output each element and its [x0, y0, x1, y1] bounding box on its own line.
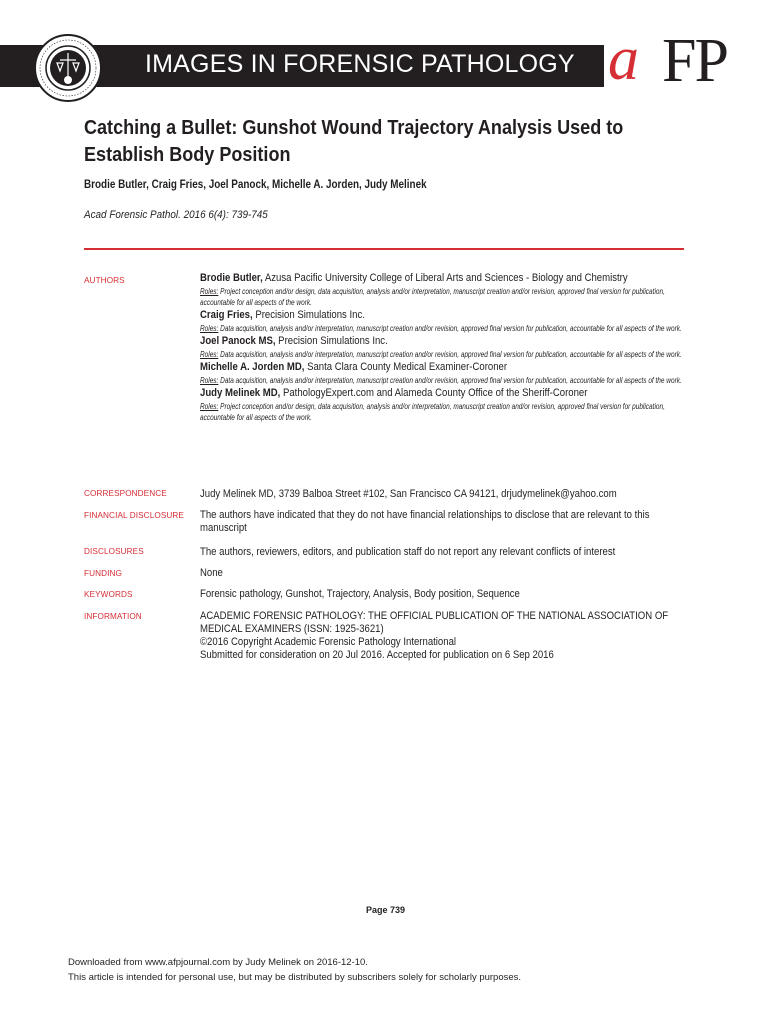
- logo-fp-letters: FP: [662, 27, 727, 95]
- correspondence-label: CORRESPONDENCE: [84, 489, 167, 498]
- information-value: [200, 610, 692, 662]
- information-label: INFORMATION: [84, 612, 142, 621]
- author-name: Joel Panock MS,: [200, 335, 276, 347]
- section-divider: [84, 248, 684, 250]
- authors-label: AUTHORS: [84, 276, 125, 285]
- author-roles: [200, 323, 685, 334]
- roles-text: Project conception and/or design, data acquisition, analysis and/or interpretation, manuscript creation and/or revision, approved final version for publication, accountable for all aspects of the work.: [200, 287, 665, 307]
- article-title: Catching a Bullet: Gunshot Wound Trajectory Analysis Used to Establish Body Position: [84, 116, 624, 166]
- author-entry: [200, 387, 722, 423]
- information-copyright: ©2016 Copyright Academic Forensic Pathology International: [200, 636, 457, 648]
- disclosures-value: The authors, reviewers, editors, and publication staff do not report any relevant conflicts of interest: [200, 546, 616, 558]
- footer-usage-note: This article is intended for personal use, but may be distributed by subscribers solely for scholarly purposes.: [68, 972, 522, 983]
- author-entry: [200, 361, 722, 386]
- author-affiliation: Santa Clara County Medical Examiner-Coroner: [304, 361, 508, 373]
- article-citation: Acad Forensic Pathol. 2016 6(4): 739-745: [84, 209, 268, 221]
- author-affiliation: Precision Simulations Inc.: [275, 335, 388, 347]
- correspondence-value: Judy Melinek MD, 3739 Balboa Street #102, San Francisco CA 94121, drjudymelinek@yahoo.com: [200, 488, 617, 500]
- author-roles: [200, 349, 685, 360]
- author-roles: [200, 401, 685, 423]
- journal-section-title: IMAGES IN FORENSIC PATHOLOGY: [145, 50, 575, 78]
- author-name: Craig Fries,: [200, 309, 253, 321]
- author-affiliation: PathologyExpert.com and Alameda County Office of the Sheriff-Coroner: [280, 387, 588, 399]
- roles-label: Roles:: [200, 350, 219, 359]
- roles-text: Data acquisition, analysis and/or interpretation, manuscript creation and/or revision, approved final version for publication, accountable for all aspects of the work.: [218, 324, 682, 333]
- keywords-label: KEYWORDS: [84, 590, 133, 599]
- keywords-value: Forensic pathology, Gunshot, Trajectory, Analysis, Body position, Sequence: [200, 588, 520, 600]
- naome-seal-logo: [33, 33, 103, 103]
- author-affiliation: Precision Simulations Inc.: [252, 309, 365, 321]
- author-roles: [200, 375, 685, 386]
- roles-label: Roles:: [200, 287, 219, 296]
- author-entry: [200, 272, 722, 308]
- author-entry: [200, 309, 722, 334]
- author-roles: [200, 286, 685, 308]
- article-authors: Brodie Butler, Craig Fries, Joel Panock, Michelle A. Jorden, Judy Melinek: [84, 179, 427, 191]
- footer-download-note: Downloaded from www.afpjournal.com by Judy Melinek on 2016-12-10.: [68, 957, 368, 968]
- author-name: Michelle A. Jorden MD,: [200, 361, 305, 373]
- financial-disclosure-label: FINANCIAL DISCLOSURE: [84, 511, 184, 520]
- financial-disclosure-value: The authors have indicated that they do not have financial relationships to disclose that are relevant to this manuscript: [200, 509, 650, 534]
- roles-text: Project conception and/or design, data acquisition, analysis and/or interpretation, manuscript creation and/or revision, approved final version for publication, accountable for all aspects of the work.: [200, 402, 665, 422]
- funding-value: None: [200, 567, 223, 579]
- roles-label: Roles:: [200, 324, 219, 333]
- afp-logo: [604, 25, 768, 95]
- funding-label: FUNDING: [84, 569, 122, 578]
- roles-text: Data acquisition, analysis and/or interpretation, manuscript creation and/or revision, approved final version for publication, accountable for all aspects of the work.: [218, 350, 682, 359]
- page-number: Page 739: [366, 905, 406, 915]
- authors-details: [200, 272, 722, 424]
- information-publication: ACADEMIC FORENSIC PATHOLOGY: THE OFFICIAL PUBLICATION OF THE NATIONAL ASSOCIATION OF MEDICAL EXAMINERS (ISSN: 1925-3621): [200, 610, 669, 635]
- roles-text: Data acquisition, analysis and/or interpretation, manuscript creation and/or revision, approved final version for publication, accountable for all aspects of the work.: [218, 376, 682, 385]
- author-name: Brodie Butler,: [200, 272, 263, 284]
- author-entry: [200, 335, 722, 360]
- roles-label: Roles:: [200, 376, 219, 385]
- logo-a-letter: a: [608, 25, 639, 93]
- author-name: Judy Melinek MD,: [200, 387, 281, 399]
- roles-label: Roles:: [200, 402, 219, 411]
- disclosures-label: DISCLOSURES: [84, 547, 144, 556]
- information-submission: Submitted for consideration on 20 Jul 2016. Accepted for publication on 6 Sep 2016: [200, 649, 554, 661]
- author-affiliation: Azusa Pacific University College of Liberal Arts and Sciences - Biology and Chemistry: [262, 272, 628, 284]
